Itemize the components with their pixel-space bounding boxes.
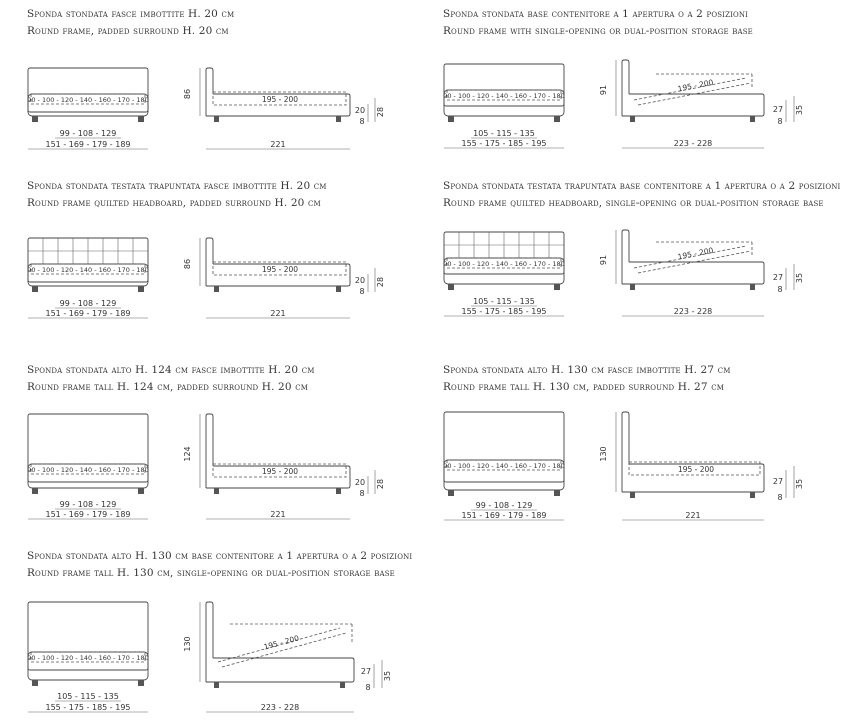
length-dimension: 195 - 200: [261, 95, 299, 104]
front-outer-dimension: 155 - 175 - 185 - 195: [461, 139, 547, 148]
height-dimension: 124: [183, 446, 192, 462]
height-dimension: 130: [183, 636, 192, 652]
length-dimension: 195 - 200: [677, 465, 715, 474]
frame-height: 27: [772, 105, 784, 114]
front-inner-dimension: 105 - 115 - 135: [57, 692, 119, 701]
front-inner-dimension: 105 - 115 - 135: [473, 297, 535, 306]
title-english: Round frame quilted headboard, padded surround H. 20 cm: [27, 197, 321, 209]
side-view-drawing: [596, 226, 811, 321]
total-height: 28: [376, 276, 385, 288]
height-dimension: 130: [599, 446, 608, 462]
front-view-drawing: [436, 58, 576, 153]
frame-height: 27: [772, 273, 784, 282]
total-length: 221: [270, 140, 286, 149]
title-italian: Sponda stondata testata trapuntata base contenitore a 1 apertura o a 2 posizioni: [443, 180, 841, 192]
section-title: [27, 548, 412, 582]
widths-label: 90 - 100 - 120 - 140 - 160 - 170 - 180: [27, 266, 149, 274]
title-italian: Sponda stondata alto H. 124 cm fasce imbottite H. 20 cm: [27, 364, 315, 376]
length-dimension: 195 - 200: [676, 245, 715, 262]
front-inner-dimension: 105 - 115 - 135: [473, 129, 535, 138]
length-dimension: 195 - 200: [676, 77, 715, 94]
total-length: 223 - 228: [673, 307, 713, 316]
frame-height: 20: [354, 106, 366, 115]
section-title: [27, 6, 234, 40]
foot-height: 8: [777, 493, 783, 502]
total-length: 221: [270, 309, 286, 318]
total-height: 35: [795, 272, 804, 284]
widths-label: 90 - 100 - 120 - 140 - 160 - 170 - 180: [27, 466, 149, 474]
total-height: 28: [376, 478, 385, 490]
front-inner-dimension: 99 - 108 - 129: [59, 299, 117, 308]
length-dimension: 195 - 200: [261, 467, 299, 476]
front-outer-dimension: 151 - 169 - 179 - 189: [461, 511, 547, 520]
section-title: [443, 6, 753, 40]
foot-height: 8: [359, 287, 365, 296]
section-title: [27, 362, 315, 396]
front-view-drawing: [436, 226, 576, 321]
front-inner-dimension: 99 - 108 - 129: [59, 129, 117, 138]
foot-height: 8: [777, 117, 783, 126]
title-italian: Sponda stondata alto H. 130 cm base contenitore a 1 apertura o a 2 posizioni: [27, 550, 413, 562]
height-dimension: 86: [183, 258, 192, 270]
front-view-drawing: [436, 408, 576, 523]
title-english: Round frame tall H. 130 cm, single-opening or dual-position storage base: [27, 567, 395, 579]
total-length: 223 - 228: [260, 703, 300, 712]
widths-label: 90 - 100 - 120 - 140 - 160 - 170 - 180: [443, 92, 565, 100]
front-inner-dimension: 99 - 108 - 129: [59, 500, 117, 509]
front-inner-dimension: 99 - 108 - 129: [475, 501, 533, 510]
front-outer-dimension: 151 - 169 - 179 - 189: [45, 309, 131, 318]
frame-height: 20: [354, 276, 366, 285]
foot-height: 8: [359, 489, 365, 498]
front-view-drawing: [20, 598, 160, 718]
front-view-drawing: [20, 410, 160, 525]
foot-height: 8: [777, 285, 783, 294]
height-dimension: 86: [183, 88, 192, 100]
section-title: [27, 178, 327, 212]
title-italian: Sponda stondata base contenitore a 1 apertura o a 2 posizioni: [443, 8, 749, 20]
title-english: Round frame quilted headboard, single-opening or dual-position storage base: [443, 197, 824, 209]
section-title: [443, 178, 840, 212]
title-english: Round frame, padded surround H. 20 cm: [27, 25, 229, 37]
title-italian: Sponda stondata fasce imbottite H. 20 cm: [27, 8, 235, 20]
total-height: 35: [383, 670, 392, 682]
total-height: 35: [795, 478, 804, 490]
frame-height: 27: [772, 477, 784, 486]
height-dimension: 91: [599, 254, 608, 266]
side-view-drawing: [180, 232, 385, 327]
front-outer-dimension: 155 - 175 - 185 - 195: [461, 307, 547, 316]
total-length: 221: [685, 511, 701, 520]
front-outer-dimension: 151 - 169 - 179 - 189: [45, 510, 131, 519]
title-italian: Sponda stondata alto H. 130 cm fasce imbottite H. 27 cm: [443, 364, 731, 376]
total-height: 28: [376, 106, 385, 118]
side-view-drawing: [180, 410, 385, 525]
title-italian: Sponda stondata testata trapuntata fasce imbottite H. 20 cm: [27, 180, 327, 192]
widths-label: 90 - 100 - 120 - 140 - 160 - 170 - 180: [443, 462, 565, 470]
front-outer-dimension: 151 - 169 - 179 - 189: [45, 140, 131, 149]
front-view-drawing: [20, 62, 160, 157]
widths-label: 90 - 100 - 120 - 140 - 160 - 170 - 180: [27, 96, 149, 104]
length-dimension: 195 - 200: [261, 265, 299, 274]
frame-height: 20: [354, 478, 366, 487]
title-english: Round frame tall H. 124 cm, padded surround H. 20 cm: [27, 381, 309, 393]
widths-label: 90 - 100 - 120 - 140 - 160 - 170 - 180: [27, 654, 149, 662]
frame-height: 27: [360, 667, 372, 676]
side-view-drawing: [180, 62, 385, 157]
title-english: Round frame tall H. 130 cm, padded surround H. 27 cm: [443, 381, 725, 393]
total-length: 223 - 228: [673, 139, 713, 148]
total-length: 221: [270, 510, 286, 519]
front-view-drawing: [20, 232, 160, 327]
side-view-drawing: [180, 598, 395, 718]
length-dimension: 195 - 200: [262, 633, 300, 652]
title-english: Round frame with single-opening or dual-position storage base: [443, 25, 753, 37]
front-outer-dimension: 155 - 175 - 185 - 195: [45, 703, 131, 712]
total-height: 35: [795, 104, 804, 116]
side-view-drawing: [596, 408, 811, 523]
section-title: [443, 362, 731, 396]
widths-label: 90 - 100 - 120 - 140 - 160 - 170 - 180: [443, 260, 565, 268]
foot-height: 8: [365, 683, 371, 692]
side-view-drawing: [596, 58, 811, 153]
height-dimension: 91: [599, 84, 608, 96]
foot-height: 8: [359, 117, 365, 126]
